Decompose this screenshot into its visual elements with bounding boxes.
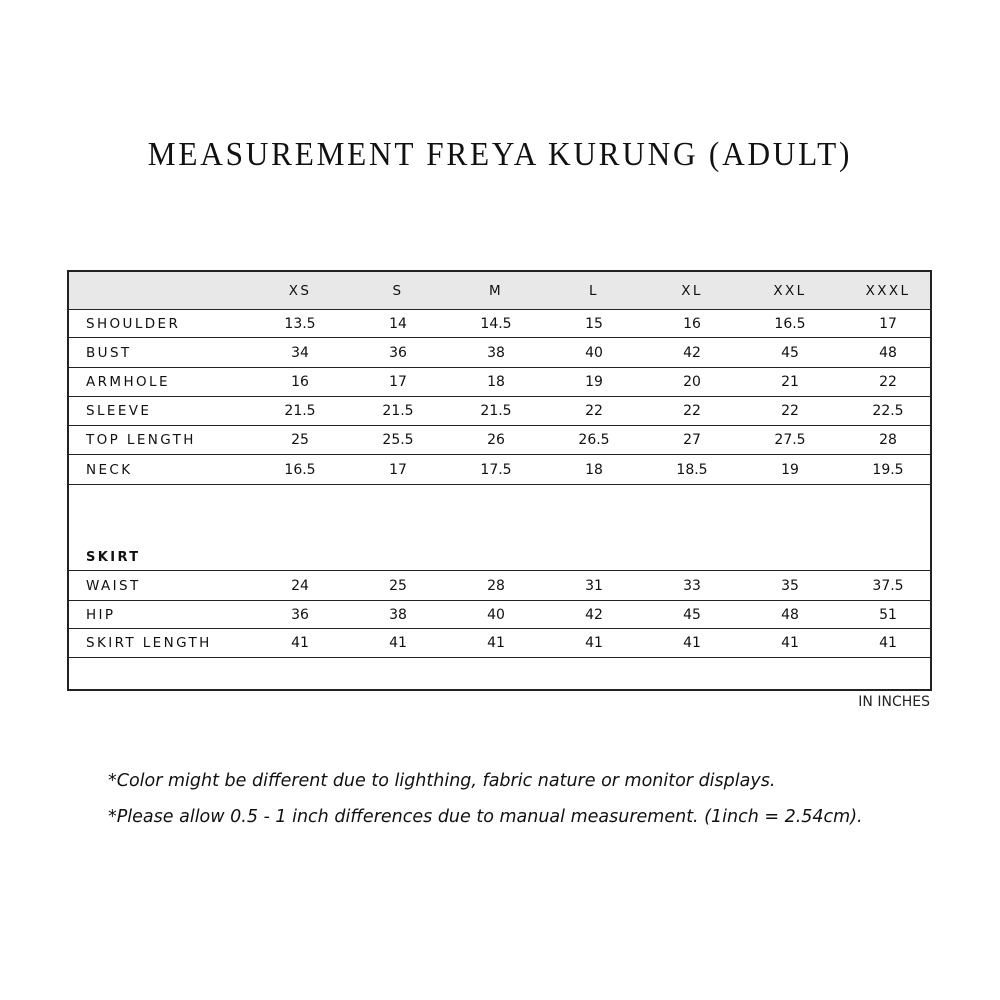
value-cell: 26.5 [578,432,610,448]
row-label: NECK [86,461,133,478]
row-label: BUST [86,344,132,361]
value-cell: 18.5 [676,461,708,478]
value-cell: 13.5 [284,315,316,332]
value-cell: 38 [487,344,505,361]
value-cell: 25 [389,577,407,594]
value-cell: 41 [585,635,603,651]
value-cell: 16.5 [774,315,806,332]
table-row [69,310,930,338]
size-header: XXL [773,282,807,299]
value-cell: 16 [291,374,309,390]
value-cell: 26 [487,432,505,448]
value-cell: 28 [487,577,505,594]
value-cell: 21.5 [382,403,414,419]
size-chart-table [67,270,932,691]
value-cell: 27.5 [774,432,806,448]
row-label: SLEEVE [86,403,152,419]
value-cell: 36 [291,606,309,623]
value-cell: 25.5 [382,432,414,448]
section-label-skirt: SKIRT [86,550,141,565]
table-row [69,571,930,601]
note-measurement: *Please allow 0.5 - 1 inch differences due to manual measurement. (1inch = 2.54cm). [108,807,863,827]
value-cell: 22 [585,403,603,419]
value-cell: 27 [683,432,701,448]
size-header: XXXL [865,282,911,299]
size-header: M [488,282,504,299]
row-label: SHOULDER [86,315,181,332]
table-row [69,338,930,368]
row-label: TOP LENGTH [86,432,196,448]
value-cell: 19.5 [872,461,904,478]
value-cell: 33 [683,577,701,594]
value-cell: 19 [585,374,603,390]
size-header: XL [681,282,703,299]
value-cell: 15 [585,315,603,332]
value-cell: 45 [683,606,701,623]
row-label: ARMHOLE [86,374,170,390]
value-cell: 48 [781,606,799,623]
value-cell: 38 [389,606,407,623]
value-cell: 24 [291,577,309,594]
header-row [69,272,930,310]
value-cell: 42 [683,344,701,361]
table-row [69,455,930,485]
row-label: WAIST [86,577,141,594]
value-cell: 48 [879,344,897,361]
table-row [69,397,930,426]
value-cell: 17 [389,374,407,390]
value-cell: 21 [781,374,799,390]
value-cell: 17 [389,461,407,478]
value-cell: 40 [487,606,505,623]
value-cell: 18 [585,461,603,478]
value-cell: 22.5 [872,403,904,419]
value-cell: 41 [291,635,309,651]
page-title: MEASUREMENT FREYA KURUNG (ADULT) [147,136,853,173]
value-cell: 22 [683,403,701,419]
table-row [69,601,930,629]
value-cell: 45 [781,344,799,361]
value-cell: 41 [683,635,701,651]
value-cell: 22 [781,403,799,419]
table-row [69,629,930,658]
value-cell: 18 [487,374,505,390]
value-cell: 25 [291,432,309,448]
value-cell: 41 [879,635,897,651]
value-cell: 42 [585,606,603,623]
table-row [69,426,930,455]
section-row [69,485,930,571]
value-cell: 40 [585,344,603,361]
value-cell: 17.5 [480,461,512,478]
value-cell: 21.5 [284,403,316,419]
size-header: L [589,282,599,299]
table-row [69,368,930,397]
value-cell: 16.5 [284,461,316,478]
value-cell: 14.5 [480,315,512,332]
value-cell: 21.5 [480,403,512,419]
value-cell: 35 [781,577,799,594]
size-header: XS [288,282,312,299]
row-label: SKIRT LENGTH [86,635,212,651]
row-label: HIP [86,606,116,623]
value-cell: 34 [291,344,309,361]
value-cell: 16 [683,315,701,332]
value-cell: 41 [781,635,799,651]
value-cell: 20 [683,374,701,390]
value-cell: 41 [389,635,407,651]
value-cell: 17 [879,315,897,332]
value-cell: 41 [487,635,505,651]
unit-label: IN INCHES [858,694,930,710]
value-cell: 14 [389,315,407,332]
value-cell: 28 [879,432,897,448]
value-cell: 37.5 [872,577,904,594]
size-header: S [392,282,404,299]
value-cell: 31 [585,577,603,594]
value-cell: 51 [879,606,897,623]
value-cell: 36 [389,344,407,361]
value-cell: 19 [781,461,799,478]
value-cell: 22 [879,374,897,390]
note-color: *Color might be different due to lighthing, fabric nature or monitor displays. [108,771,776,791]
